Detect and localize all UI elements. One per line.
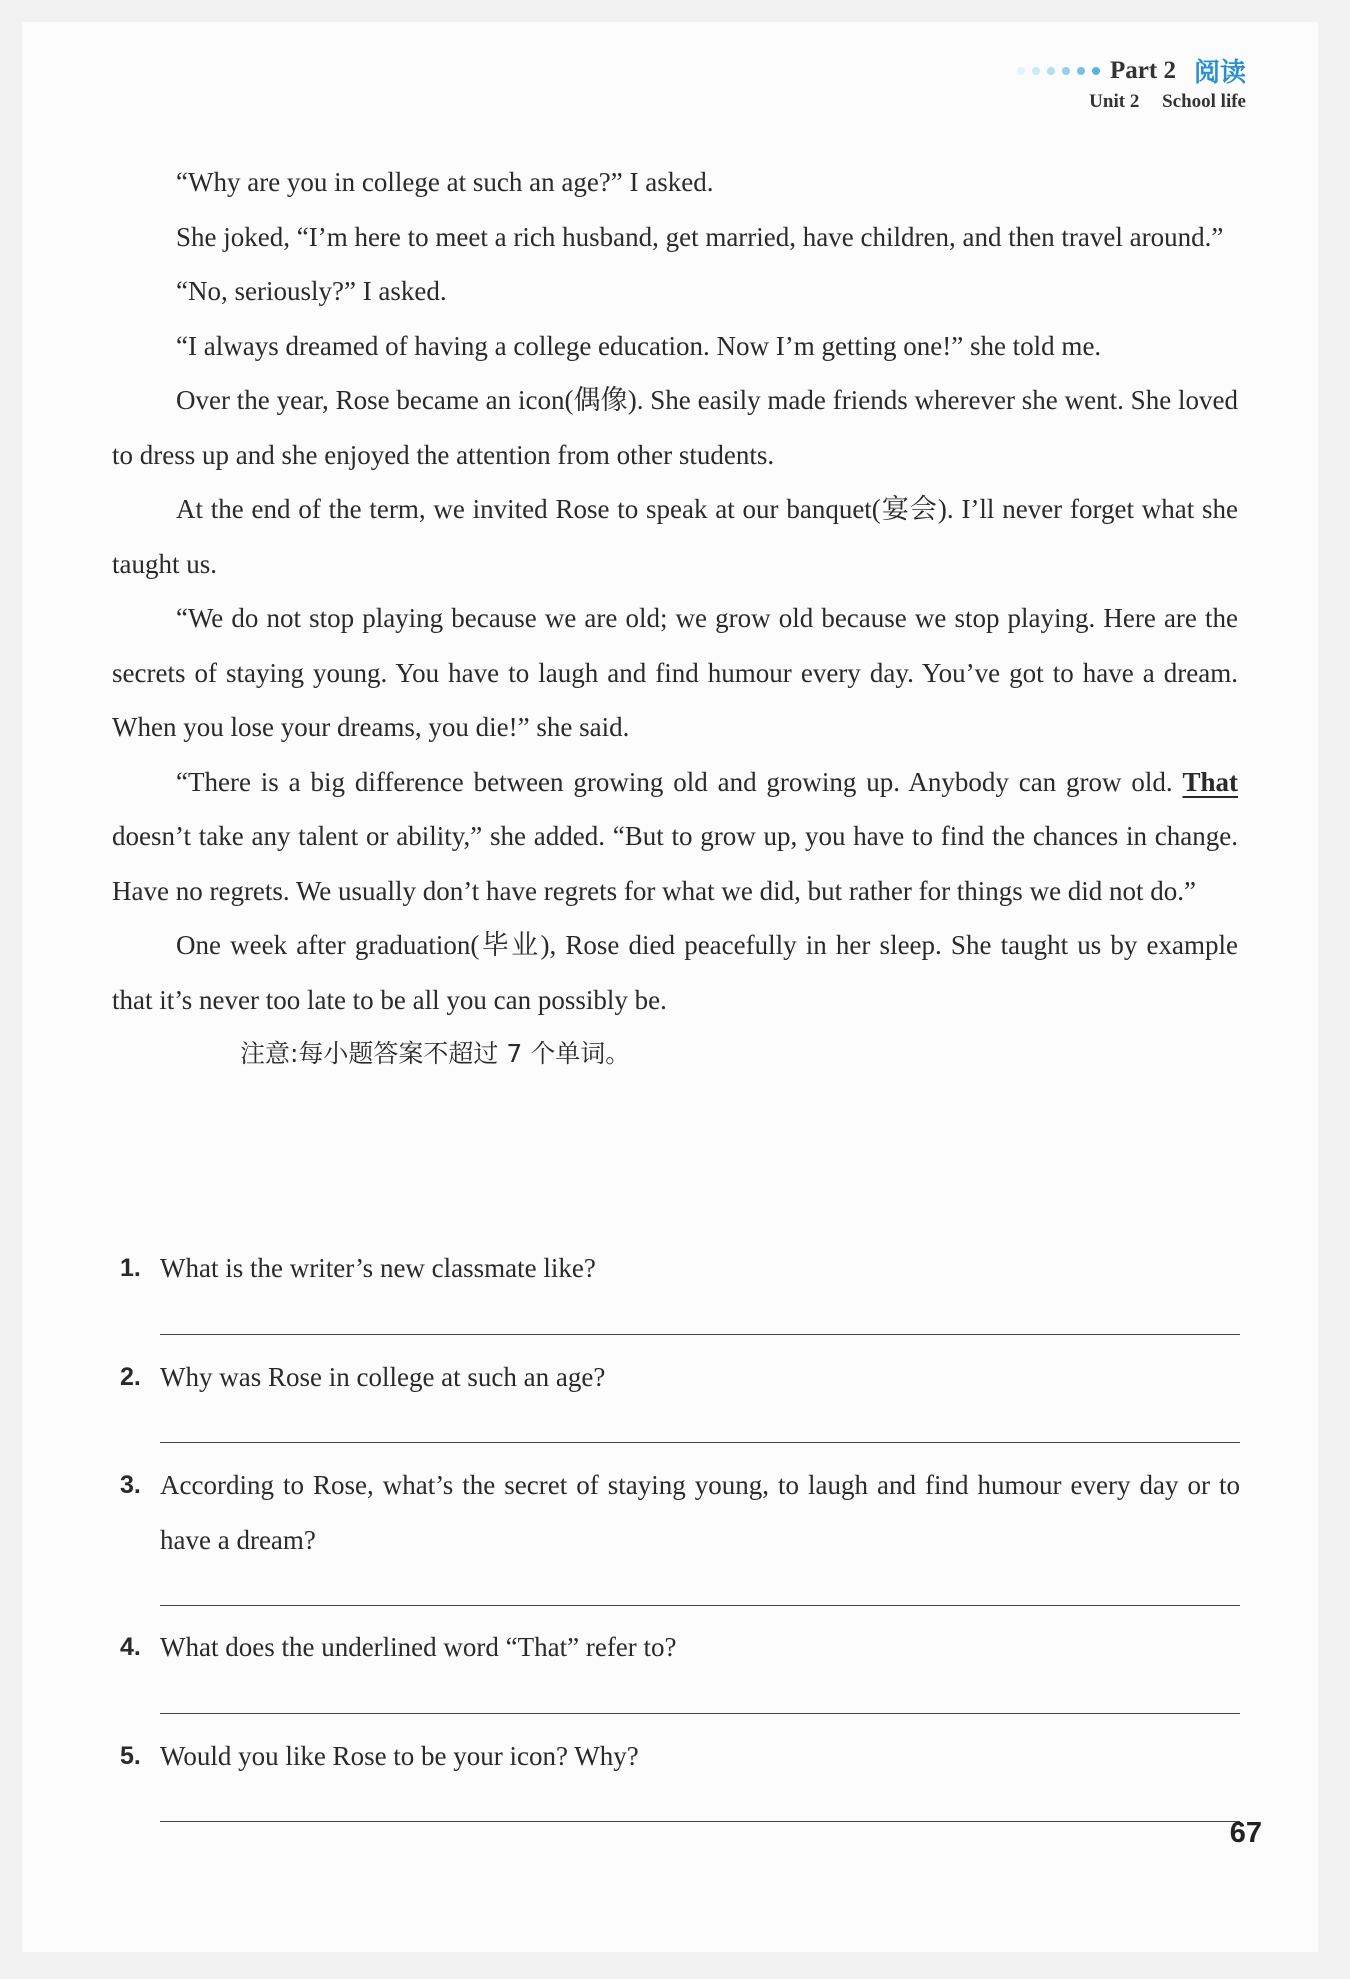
- page-header: [1017, 52, 1246, 113]
- question-number: 1.: [120, 1254, 141, 1282]
- text-segment: “There is a big difference between growing old and growing up. Anybody can grow old.: [176, 766, 1183, 797]
- passage-paragraph: At the end of the term, we invited Rose to speak at our banquet(宴会). I’ll never forget what she taught us.: [112, 494, 1238, 579]
- question-number: 4.: [120, 1633, 141, 1661]
- answer-line-4[interactable]: [160, 1713, 1240, 1714]
- answer-line-1[interactable]: [160, 1334, 1240, 1335]
- question-2: [120, 1350, 1240, 1405]
- passage-paragraph-underlined: [112, 755, 1238, 919]
- answer-line-3[interactable]: [160, 1605, 1240, 1606]
- question-4: [120, 1620, 1240, 1675]
- passage: [112, 155, 1238, 1082]
- passage-paragraph: “I always dreamed of having a college education. Now I’m getting one!” she told me.: [176, 330, 1102, 361]
- underlined-word: That: [1182, 766, 1238, 797]
- question-number: 3.: [120, 1471, 141, 1499]
- passage-paragraph: One week after graduation(毕业), Rose died peacefully in her sleep. She taught us by example that it’s never too late to be all you can possibly be.: [112, 930, 1238, 1015]
- question-3: [120, 1458, 1240, 1567]
- decorative-dots: [1017, 67, 1100, 75]
- part-label: Part 2: [1110, 56, 1176, 84]
- dot-icon: [1092, 67, 1100, 75]
- passage-paragraph: She joked, “I’m here to meet a rich husband, get married, have children, and then travel around.”: [176, 221, 1224, 252]
- part-chinese-label: 阅读: [1193, 58, 1246, 88]
- answer-line-2[interactable]: [160, 1442, 1240, 1443]
- question-number: 5.: [120, 1742, 141, 1770]
- passage-paragraph: “No, seriously?” I asked.: [176, 276, 447, 306]
- page: [22, 22, 1318, 1952]
- question-text: What is the writer’s new classmate like?: [160, 1253, 596, 1283]
- passage-paragraph: “Why are you in college at such an age?” I asked.: [176, 167, 714, 197]
- unit-title: School life: [1162, 91, 1246, 112]
- question-text: Would you like Rose to be your icon? Why?: [160, 1741, 639, 1771]
- question-5: [120, 1729, 1240, 1784]
- text-segment: doesn’t take any talent or ability,” she added. “But to grow up, you have to find the chances in change. Have no regrets. We usually don’t have regrets for what we did, but rather for things we did not do.”: [112, 821, 1238, 906]
- question-number: 2.: [120, 1363, 141, 1391]
- dot-icon: [1077, 67, 1085, 75]
- question-1: [120, 1241, 1240, 1296]
- passage-paragraph: “We do not stop playing because we are old; we grow old because we stop playing. Here are the secrets of staying young. You have to laugh and find humour every day. You’ve got to have a dream. When you lose your dreams, you die!” she said.: [112, 603, 1238, 742]
- question-text: According to Rose, what’s the secret of staying young, to laugh and find humour every day or to have a dream?: [160, 1470, 1240, 1555]
- dot-icon: [1032, 67, 1040, 75]
- passage-paragraph: Over the year, Rose became an icon(偶像). She easily made friends wherever she went. She loved to dress up and she enjoyed the attention from other students.: [112, 385, 1238, 470]
- page-number: 67: [1229, 1817, 1262, 1849]
- answer-line-5[interactable]: [160, 1821, 1240, 1822]
- dot-icon: [1062, 67, 1070, 75]
- question-text: What does the underlined word “That” refer to?: [160, 1632, 677, 1662]
- unit-label: Unit 2: [1089, 91, 1140, 112]
- dot-icon: [1017, 67, 1025, 75]
- question-text: Why was Rose in college at such an age?: [160, 1362, 606, 1392]
- instruction-note: 注意:每小题答案不超过 7 个单词。: [240, 1039, 631, 1068]
- dot-icon: [1047, 67, 1055, 75]
